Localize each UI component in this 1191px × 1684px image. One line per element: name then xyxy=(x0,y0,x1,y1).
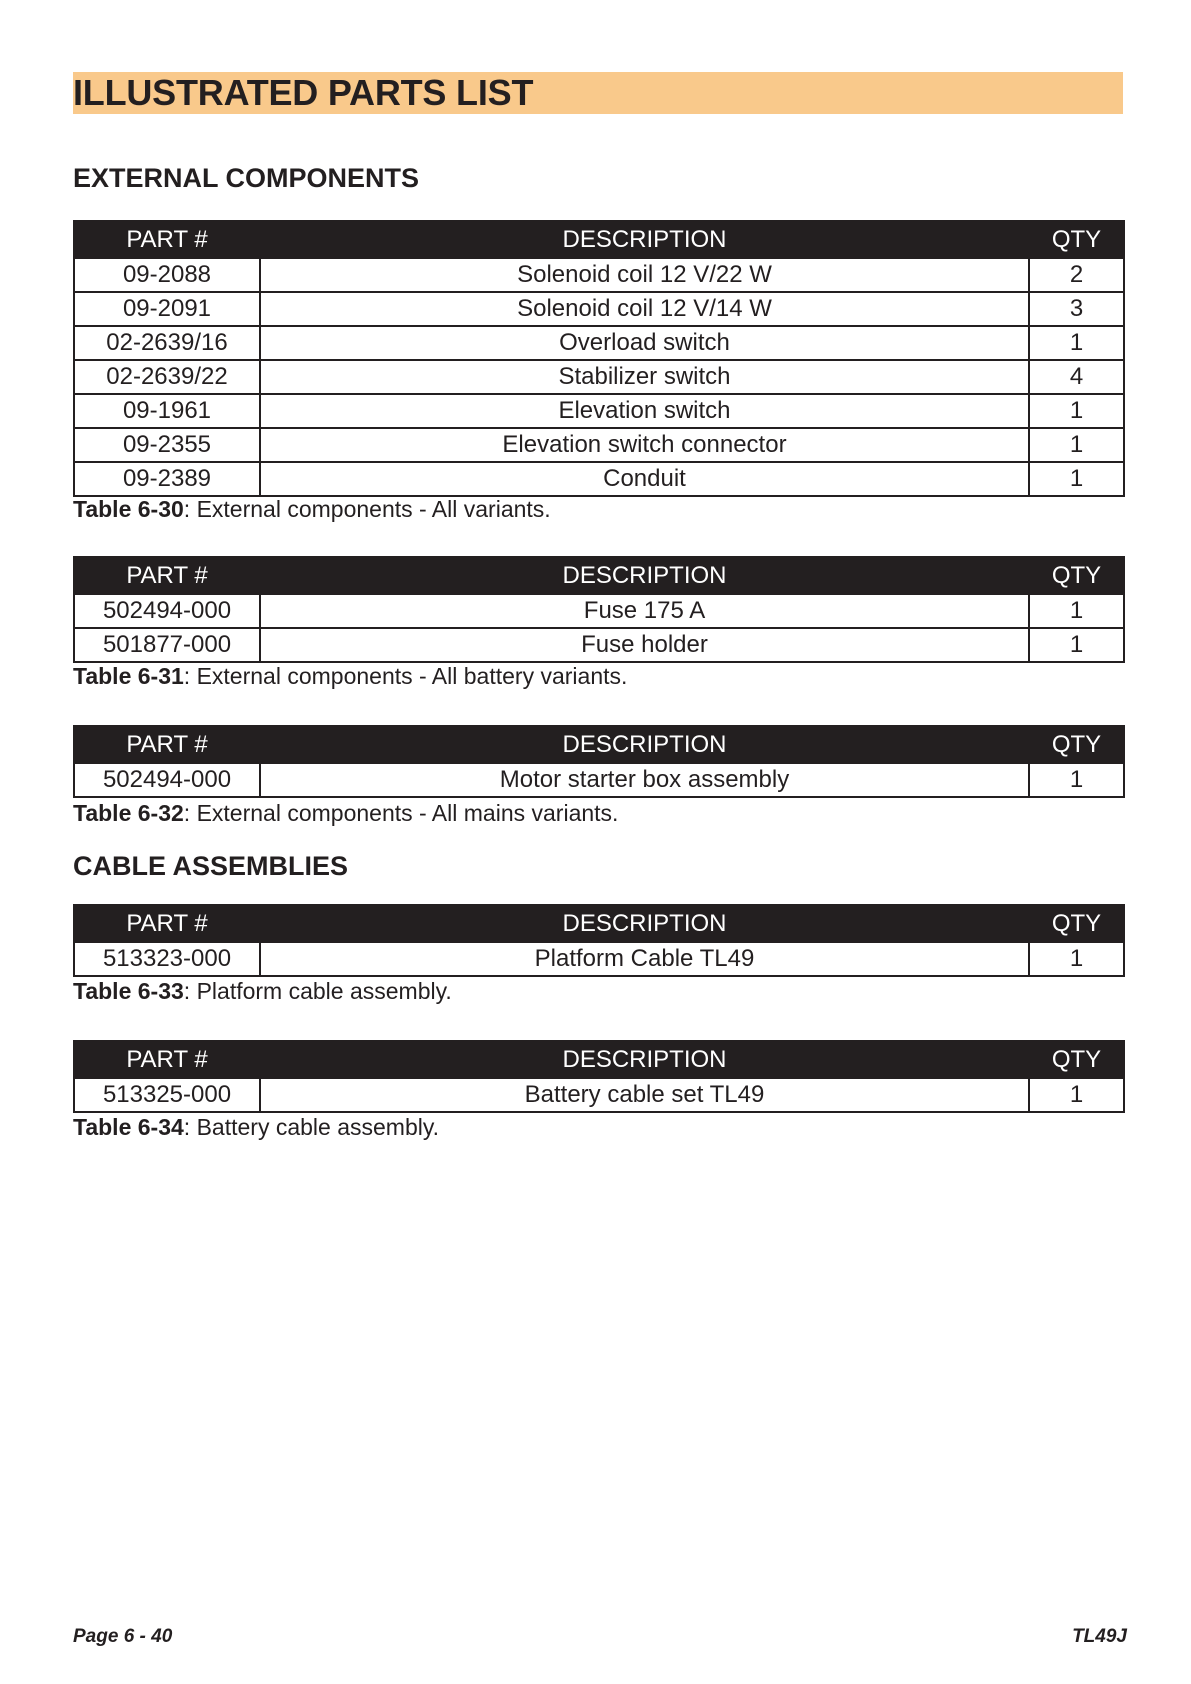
description-cell: Elevation switch xyxy=(260,394,1029,428)
column-header-part: PART # xyxy=(74,726,260,763)
description-cell: Conduit xyxy=(260,462,1029,496)
column-header-qty: QTY xyxy=(1029,726,1124,763)
table-row xyxy=(74,428,1124,462)
qty-cell: 1 xyxy=(1029,326,1124,360)
table-caption xyxy=(73,800,618,827)
column-header-qty: QTY xyxy=(1029,557,1124,594)
part-number-cell: 501877-000 xyxy=(74,628,260,662)
table-caption-label: Table 6-31 xyxy=(73,663,184,689)
description-cell: Fuse holder xyxy=(260,628,1029,662)
table-caption xyxy=(73,663,627,690)
table-caption xyxy=(73,978,452,1005)
qty-cell: 2 xyxy=(1029,258,1124,292)
part-number-cell: 09-2355 xyxy=(74,428,260,462)
description-cell: Elevation switch connector xyxy=(260,428,1029,462)
table-caption-label: Table 6-32 xyxy=(73,800,184,826)
column-header-part: PART # xyxy=(74,557,260,594)
column-header-qty: QTY xyxy=(1029,905,1124,942)
column-header-description: DESCRIPTION xyxy=(260,221,1029,258)
column-header-part: PART # xyxy=(74,905,260,942)
table-caption-text: : External components - All battery variants. xyxy=(183,663,628,689)
qty-cell: 3 xyxy=(1029,292,1124,326)
qty-cell: 1 xyxy=(1029,428,1124,462)
description-cell: Motor starter box assembly xyxy=(260,763,1029,797)
table-row xyxy=(74,394,1124,428)
table-row xyxy=(74,628,1124,662)
table-header-row xyxy=(74,726,1124,763)
column-header-description: DESCRIPTION xyxy=(260,557,1029,594)
page-number: Page 6 - 40 xyxy=(73,1626,173,1647)
column-header-description: DESCRIPTION xyxy=(260,1041,1029,1078)
table-caption-text: : Battery cable assembly. xyxy=(183,1114,440,1140)
qty-cell: 1 xyxy=(1029,942,1124,976)
model-name: TL49J xyxy=(1072,1626,1127,1647)
table-caption xyxy=(73,496,551,523)
parts-table-6-32 xyxy=(73,725,1125,798)
table-row xyxy=(74,360,1124,394)
table-header-row xyxy=(74,1041,1124,1078)
table-caption-text: : External components - All mains variants. xyxy=(183,800,619,826)
table-caption-label: Table 6-34 xyxy=(73,1114,184,1140)
part-number-cell: 09-2389 xyxy=(74,462,260,496)
table-row xyxy=(74,1078,1124,1112)
description-cell: Battery cable set TL49 xyxy=(260,1078,1029,1112)
table-row xyxy=(74,763,1124,797)
table-header-row xyxy=(74,557,1124,594)
column-header-part: PART # xyxy=(74,1041,260,1078)
part-number-cell: 513323-000 xyxy=(74,942,260,976)
column-header-qty: QTY xyxy=(1029,221,1124,258)
part-number-cell: 09-2088 xyxy=(74,258,260,292)
table-row xyxy=(74,292,1124,326)
parts-table-6-30 xyxy=(73,220,1125,497)
description-cell: Overload switch xyxy=(260,326,1029,360)
table-row xyxy=(74,258,1124,292)
table-row xyxy=(74,462,1124,496)
table-header-row xyxy=(74,905,1124,942)
page-title: ILLUSTRATED PARTS LIST xyxy=(73,72,534,113)
column-header-part: PART # xyxy=(74,221,260,258)
section-title-external-components: EXTERNAL COMPONENTS xyxy=(73,163,420,193)
description-cell: Stabilizer switch xyxy=(260,360,1029,394)
qty-cell: 1 xyxy=(1029,1078,1124,1112)
parts-table-6-33 xyxy=(73,904,1125,977)
table-header-row xyxy=(74,221,1124,258)
table-caption-label: Table 6-30 xyxy=(73,496,184,522)
column-header-description: DESCRIPTION xyxy=(260,726,1029,763)
column-header-qty: QTY xyxy=(1029,1041,1124,1078)
part-number-cell: 02-2639/22 xyxy=(74,360,260,394)
table-row xyxy=(74,326,1124,360)
qty-cell: 1 xyxy=(1029,763,1124,797)
part-number-cell: 09-2091 xyxy=(74,292,260,326)
qty-cell: 1 xyxy=(1029,628,1124,662)
description-cell: Solenoid coil 12 V/14 W xyxy=(260,292,1029,326)
table-row xyxy=(74,594,1124,628)
table-row xyxy=(74,942,1124,976)
part-number-cell: 09-1961 xyxy=(74,394,260,428)
table-caption-label: Table 6-33 xyxy=(73,978,184,1004)
section-title-cable-assemblies: CABLE ASSEMBLIES xyxy=(73,851,349,881)
table-caption-text: : External components - All variants. xyxy=(183,496,551,522)
parts-table-6-34 xyxy=(73,1040,1125,1113)
qty-cell: 1 xyxy=(1029,594,1124,628)
part-number-cell: 513325-000 xyxy=(74,1078,260,1112)
table-caption-text: : Platform cable assembly. xyxy=(183,978,452,1004)
description-cell: Solenoid coil 12 V/22 W xyxy=(260,258,1029,292)
description-cell: Fuse 175 A xyxy=(260,594,1029,628)
page-title-banner xyxy=(73,72,1123,114)
table-caption xyxy=(73,1114,439,1141)
qty-cell: 1 xyxy=(1029,462,1124,496)
qty-cell: 4 xyxy=(1029,360,1124,394)
parts-table-6-31 xyxy=(73,556,1125,663)
description-cell: Platform Cable TL49 xyxy=(260,942,1029,976)
part-number-cell: 502494-000 xyxy=(74,763,260,797)
qty-cell: 1 xyxy=(1029,394,1124,428)
part-number-cell: 02-2639/16 xyxy=(74,326,260,360)
part-number-cell: 502494-000 xyxy=(74,594,260,628)
column-header-description: DESCRIPTION xyxy=(260,905,1029,942)
